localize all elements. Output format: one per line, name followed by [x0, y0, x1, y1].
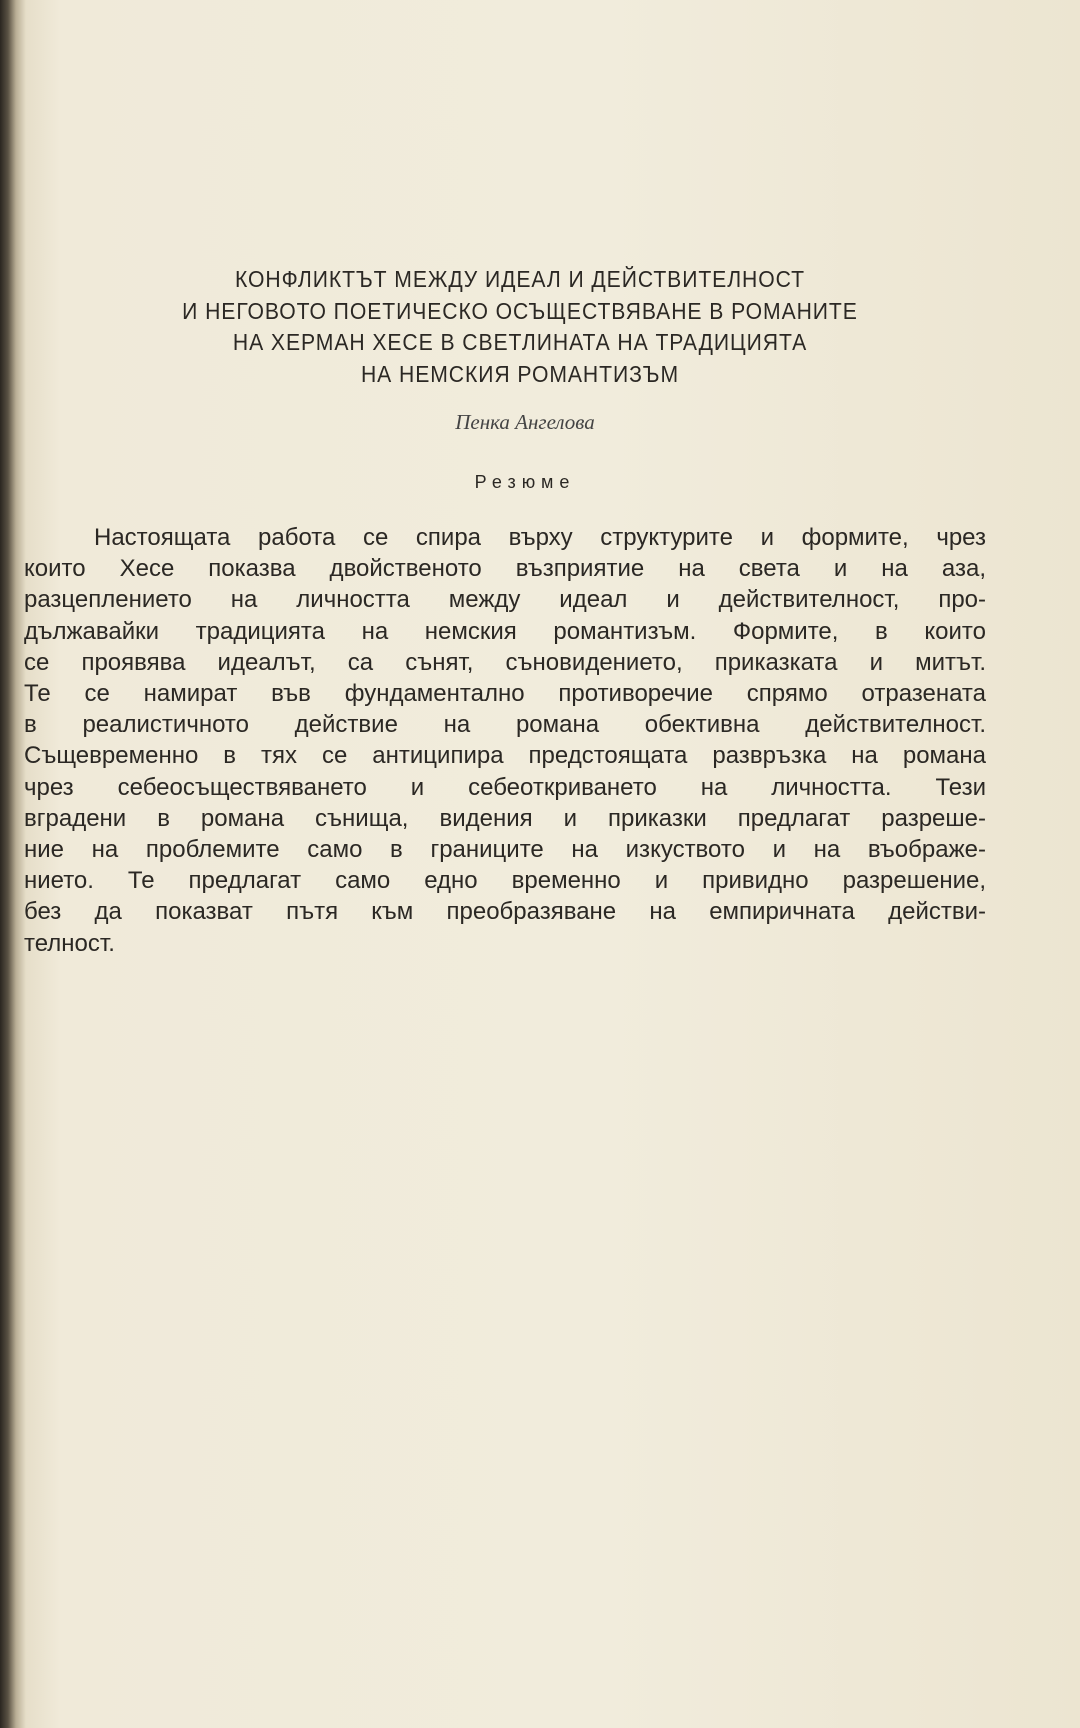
- body-line: вградени в романа сънища, видения и приказки предлагат разреше-: [24, 804, 986, 832]
- body-line: Настоящата работа се спира върху структурите и формите, чрез: [94, 524, 986, 551]
- abstract-body: [24, 522, 986, 959]
- title-line: НА ХЕРМАН ХЕСЕ В СВЕТЛИНАТА НА ТРАДИЦИЯТА: [232, 329, 808, 355]
- body-line: които Хесе показва двойственото възприятие на света и на аза,: [24, 555, 986, 583]
- section-heading: Резюме: [474, 472, 576, 492]
- title-line: И НЕГОВОТО ПОЕТИЧЕСКО ОСЪЩЕСТВЯВАНЕ В РОМАНИТЕ: [182, 297, 858, 324]
- body-line: ние на проблемите само в границите на изкуството и на въображе-: [24, 836, 986, 864]
- body-line: в реалистичното действие на романа обективна действителност.: [24, 711, 986, 739]
- body-line: се проявява идеалът, са сънят, съновидението, приказката и митът.: [24, 648, 986, 676]
- body-line: без да показват пътя към преобразяване на емпиричната действи-: [24, 898, 986, 926]
- body-line: разцеплението на личността между идеал и действителност, про-: [24, 586, 986, 614]
- body-line: Същевременно в тях се антиципира предстоящата развръзка на романа: [24, 742, 986, 770]
- body-line: дължавайки традицията на немския романтизъм. Формите, в които: [24, 617, 986, 645]
- body-line: чрез себеосъществяването и себеоткриването на личността. Тези: [24, 773, 986, 801]
- author-name: Пенка Ангелова: [455, 410, 595, 434]
- body-line: Те се намират във фундаментално противоречие спрямо отразената: [24, 680, 986, 708]
- article-title: [42, 264, 999, 390]
- body-line: телност.: [24, 929, 115, 957]
- title-line: НА НЕМСКИЯ РОМАНТИЗЪМ: [360, 360, 680, 387]
- body-line: нието. Те предлагат само едно временно и привидно разрешение,: [24, 867, 986, 895]
- title-line: КОНФЛИКТЪТ МЕЖДУ ИДЕАЛ И ДЕЙСТВИТЕЛНОСТ: [235, 266, 805, 292]
